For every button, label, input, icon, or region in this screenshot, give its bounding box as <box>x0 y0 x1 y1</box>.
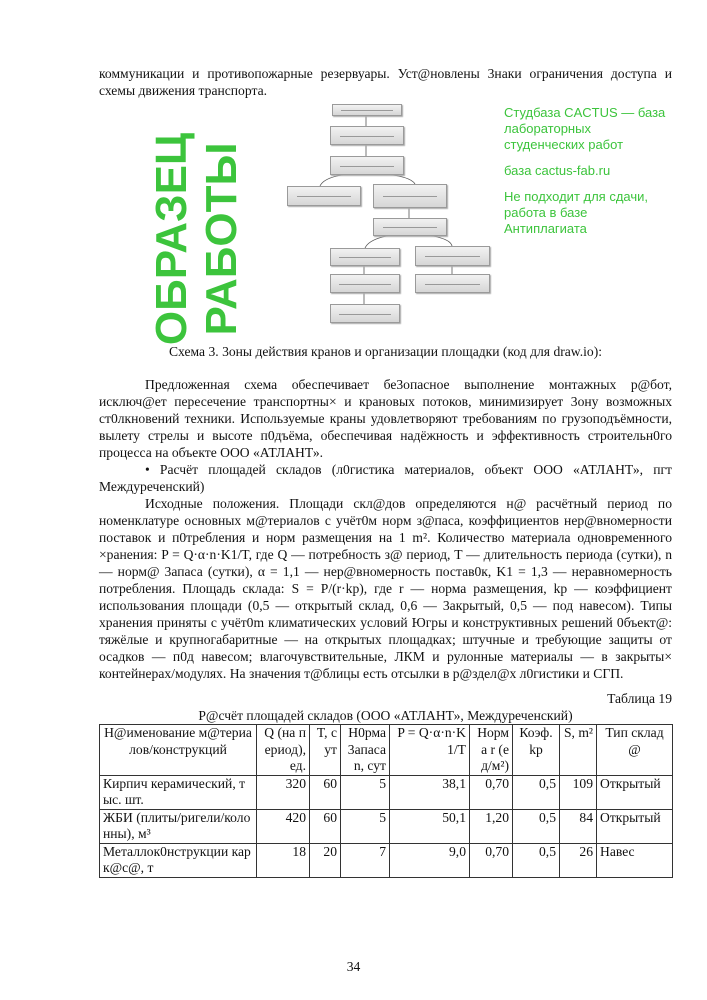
watermark-line: Не подходит для сдачи, работа в базе Антиплагиата <box>504 189 649 236</box>
material-name: Металлок0нструкции карк@с@, т <box>100 843 257 877</box>
flowchart-node <box>330 156 404 175</box>
column-header: Н@именование м@териалов/конструкций <box>100 725 257 776</box>
bullet-paragraph <box>99 461 672 495</box>
kp-cell: 0,5 <box>513 809 560 843</box>
material-name: Кирпич керамический, тыс. шт. <box>100 775 257 809</box>
n-cell: 7 <box>341 843 390 877</box>
t-cell: 60 <box>310 809 341 843</box>
p-cell: 50,1 <box>390 809 470 843</box>
q-cell: 420 <box>257 809 310 843</box>
page-content <box>99 65 672 878</box>
column-header: Q (на период), ед. <box>257 725 310 776</box>
page-number: 34 <box>346 959 361 974</box>
table-title: Р@счёт площадей складов (ООО «АТЛАНТ», Междуреченский) <box>198 708 573 723</box>
material-name: ЖБИ (плиты/ригели/колонны), м³ <box>100 809 257 843</box>
s-cell: 84 <box>560 809 597 843</box>
type-cell: Открытый <box>597 775 673 809</box>
flowchart-node <box>415 246 490 266</box>
r-cell: 0,70 <box>470 775 513 809</box>
q-cell: 18 <box>257 843 310 877</box>
watermark-line: Студбаза CACTUS — база лабораторных студенческих работ <box>504 105 666 152</box>
flowchart-node <box>287 186 361 206</box>
r-cell: 1,20 <box>470 809 513 843</box>
warehouse-area-table <box>99 724 673 878</box>
kp-cell: 0,5 <box>513 843 560 877</box>
figure-caption: Схема 3. 3оны действия кранов и организации площадки (код для draw.io): <box>168 344 603 359</box>
t-cell: 20 <box>310 843 341 877</box>
flowchart-node <box>373 184 447 208</box>
crane-zones-flowchart <box>280 99 495 327</box>
type-cell: Навес <box>597 843 673 877</box>
table-row <box>100 809 673 843</box>
bullet-icon: • <box>145 462 160 477</box>
type-cell: Открытый <box>597 809 673 843</box>
table-number: Таблица 19 <box>607 691 672 706</box>
kp-cell: 0,5 <box>513 775 560 809</box>
column-header: Тип склад@ <box>597 725 673 776</box>
watermark-main: ОБРАЗЕЦ РАБОТЫ <box>147 132 246 346</box>
table-row <box>100 843 673 877</box>
watermark-line: база cactus-fab.ru <box>504 163 611 178</box>
body-paragraph: Предложенная схема обеспечивает бе3опасное выполнение монтажных р@бот, исключ@ет пересечение транспортны× и крановых потоков, минимизирует 3ону возможных ст0лкновений техники. Используемые краны удовлетворяют требованиям по грузоподъёмности, вылету стрелы и высоте п0дъёма, обеспечивая надёжность и эффективность строительн0го процесса на объекте ООО «АТЛАНТ». <box>99 377 672 460</box>
s-cell: 26 <box>560 843 597 877</box>
column-header: Коэф. kp <box>513 725 560 776</box>
p-cell: 38,1 <box>390 775 470 809</box>
n-cell: 5 <box>341 775 390 809</box>
flowchart-node <box>330 304 400 323</box>
flowchart-node <box>415 274 490 293</box>
watermark-notes <box>504 105 672 247</box>
flowchart-node <box>332 104 402 116</box>
s-cell: 109 <box>560 775 597 809</box>
flowchart-node <box>330 126 404 145</box>
r-cell: 0,70 <box>470 843 513 877</box>
p-cell: 9,0 <box>390 843 470 877</box>
column-header: P = Q·α·n·K1/T <box>390 725 470 776</box>
table-row <box>100 775 673 809</box>
table-header-row <box>100 725 673 776</box>
flowchart-node <box>330 274 400 293</box>
t-cell: 60 <box>310 775 341 809</box>
q-cell: 320 <box>257 775 310 809</box>
column-header: T, сут <box>310 725 341 776</box>
body-paragraph: Исходные положения. Площади скл@дов определяются н@ расчётный период по номенклатуре основных м@териалов с учёт0м норм з@паса, коэффициентов нер@вномерности поставок и п0требления и норм размещения на 1 m². Количество материала одновременного ×ранения: P = Q·α·n·K1/T, где Q — потребность з@ период, T — длительность периода (сутки), n — норм@ 3апаса (сутки), α = 1,1 — нер@вномерность постав0к, K1 = 1,3 — неравномерность потребления. Площадь склада: S = P/(r·kp), где r — норма размещения, kp — коэффициент использования площади (0,5 — открытый склад, 0,6 — 3акрытый, 0,5 — под навесом). Типы хранения приняты с учёт0m климатических условий Югры и конструктивных решений 0бъект@: тяжёлые и крупногабаритные — на открытых площадках; штучные и требующие защиты от осадков — п0д навесом; влагочувствительные, ЛКМ и рулонные материалы — в закрыты× контейнерах/модулях. На значения т@блицы есть отсылки в р@здел@х л0гистики и СГП. <box>99 496 672 681</box>
n-cell: 5 <box>341 809 390 843</box>
bullet-text: Расчёт площадей складов (л0гистика материалов, объект ООО «АТЛАНТ», пгт Междуреченский) <box>99 462 672 494</box>
intro-paragraph: коммуникации и противопожарные резервуары. Уст@новлены 3наки ограничения доступа и схемы движения транспорта. <box>99 66 672 98</box>
column-header: Н0рма 3апаса n, сут <box>341 725 390 776</box>
flowchart-node <box>373 218 447 236</box>
column-header: Норма r (ед/м²) <box>470 725 513 776</box>
flowchart-node <box>330 248 400 266</box>
column-header: S, m² <box>560 725 597 776</box>
figure-area <box>99 99 672 346</box>
